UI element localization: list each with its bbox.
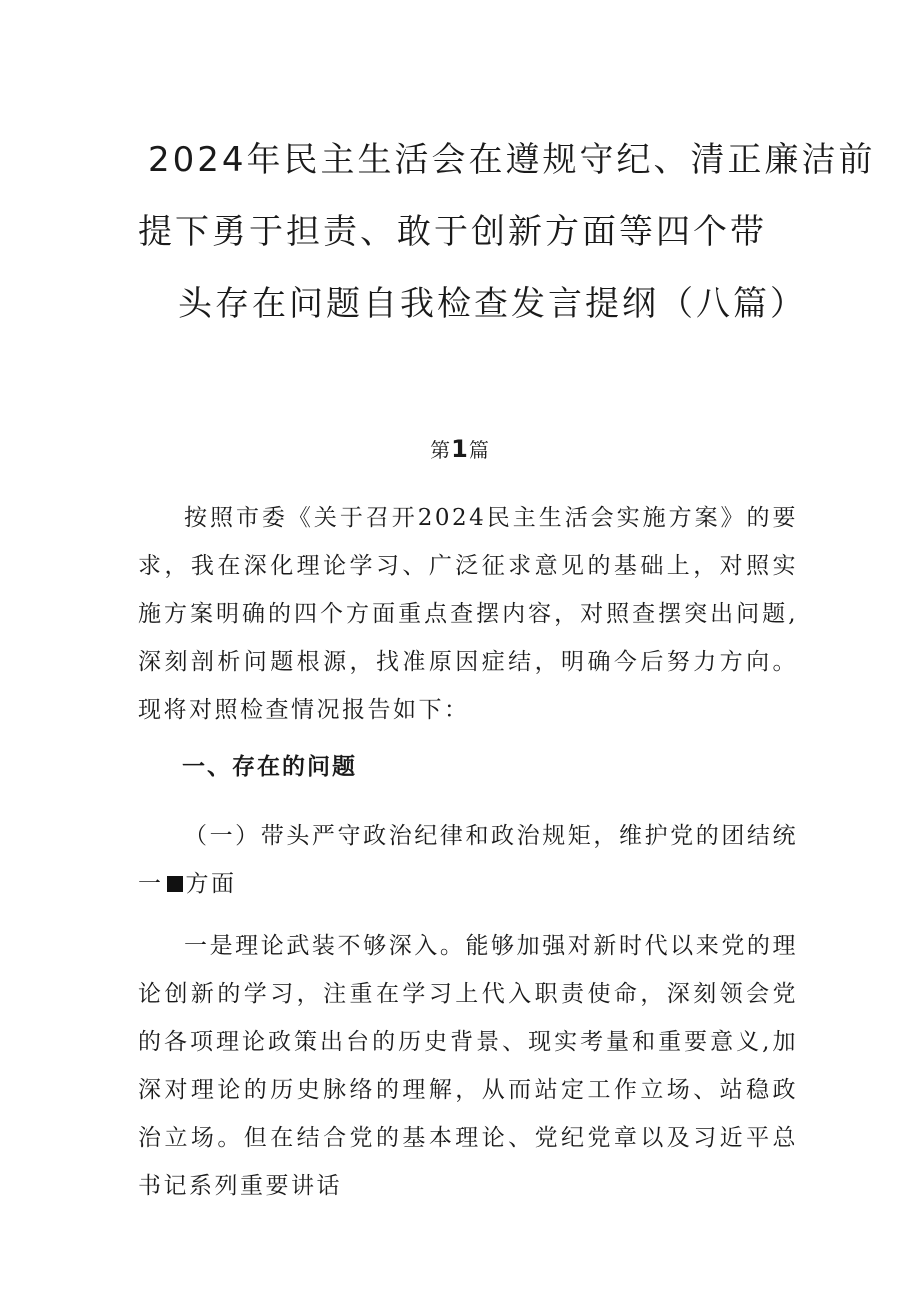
title-line-2: 提下勇于担责、敢于创新方面等四个带: [138, 212, 767, 252]
heading-existing-problems: 一、存在的问题: [182, 754, 357, 780]
section-number: 1: [451, 435, 469, 463]
section-suffix: 篇: [468, 438, 490, 462]
subheading-suffix: 方面: [185, 871, 237, 897]
title-line-3: 头存在问题自我检查发言提纲（八篇）: [178, 284, 807, 324]
title-line-1: 2024年民主生活会在遵规守纪、清正廉洁前: [148, 140, 876, 180]
section-prefix: 第: [430, 438, 452, 462]
body-paragraph: 一是理论武装不够深入。能够加强对新时代以来党的理论创新的学习，注重在学习上代入职责使命，深刻领会党的各项理论政策出台的历史背景、现实考量和重要意义,加深对理论的历史脉络的理解，从而站定工作立场、站稳政治立场。但在结合党的基本理论、党纪党章以及习近平总书记系列重要讲话: [138, 933, 798, 1199]
subheading-text: （一）带头严守政治纪律和政治规矩，维护党的团结统一: [138, 823, 798, 897]
section-label: [0, 434, 920, 463]
subheading-political-discipline: [138, 812, 798, 908]
black-square-mark: [167, 876, 183, 892]
intro-paragraph: 按照市委《关于召开2024民主生活会实施方案》的要求，我在深化理论学习、广泛征求意见的基础上，对照实施方案明确的四个方面重点查摆内容，对照查摆突出问题,深刻剖析问题根源，找准原因症结，明确今后努力方向。现将对照检查情况报告如下：: [138, 505, 798, 723]
